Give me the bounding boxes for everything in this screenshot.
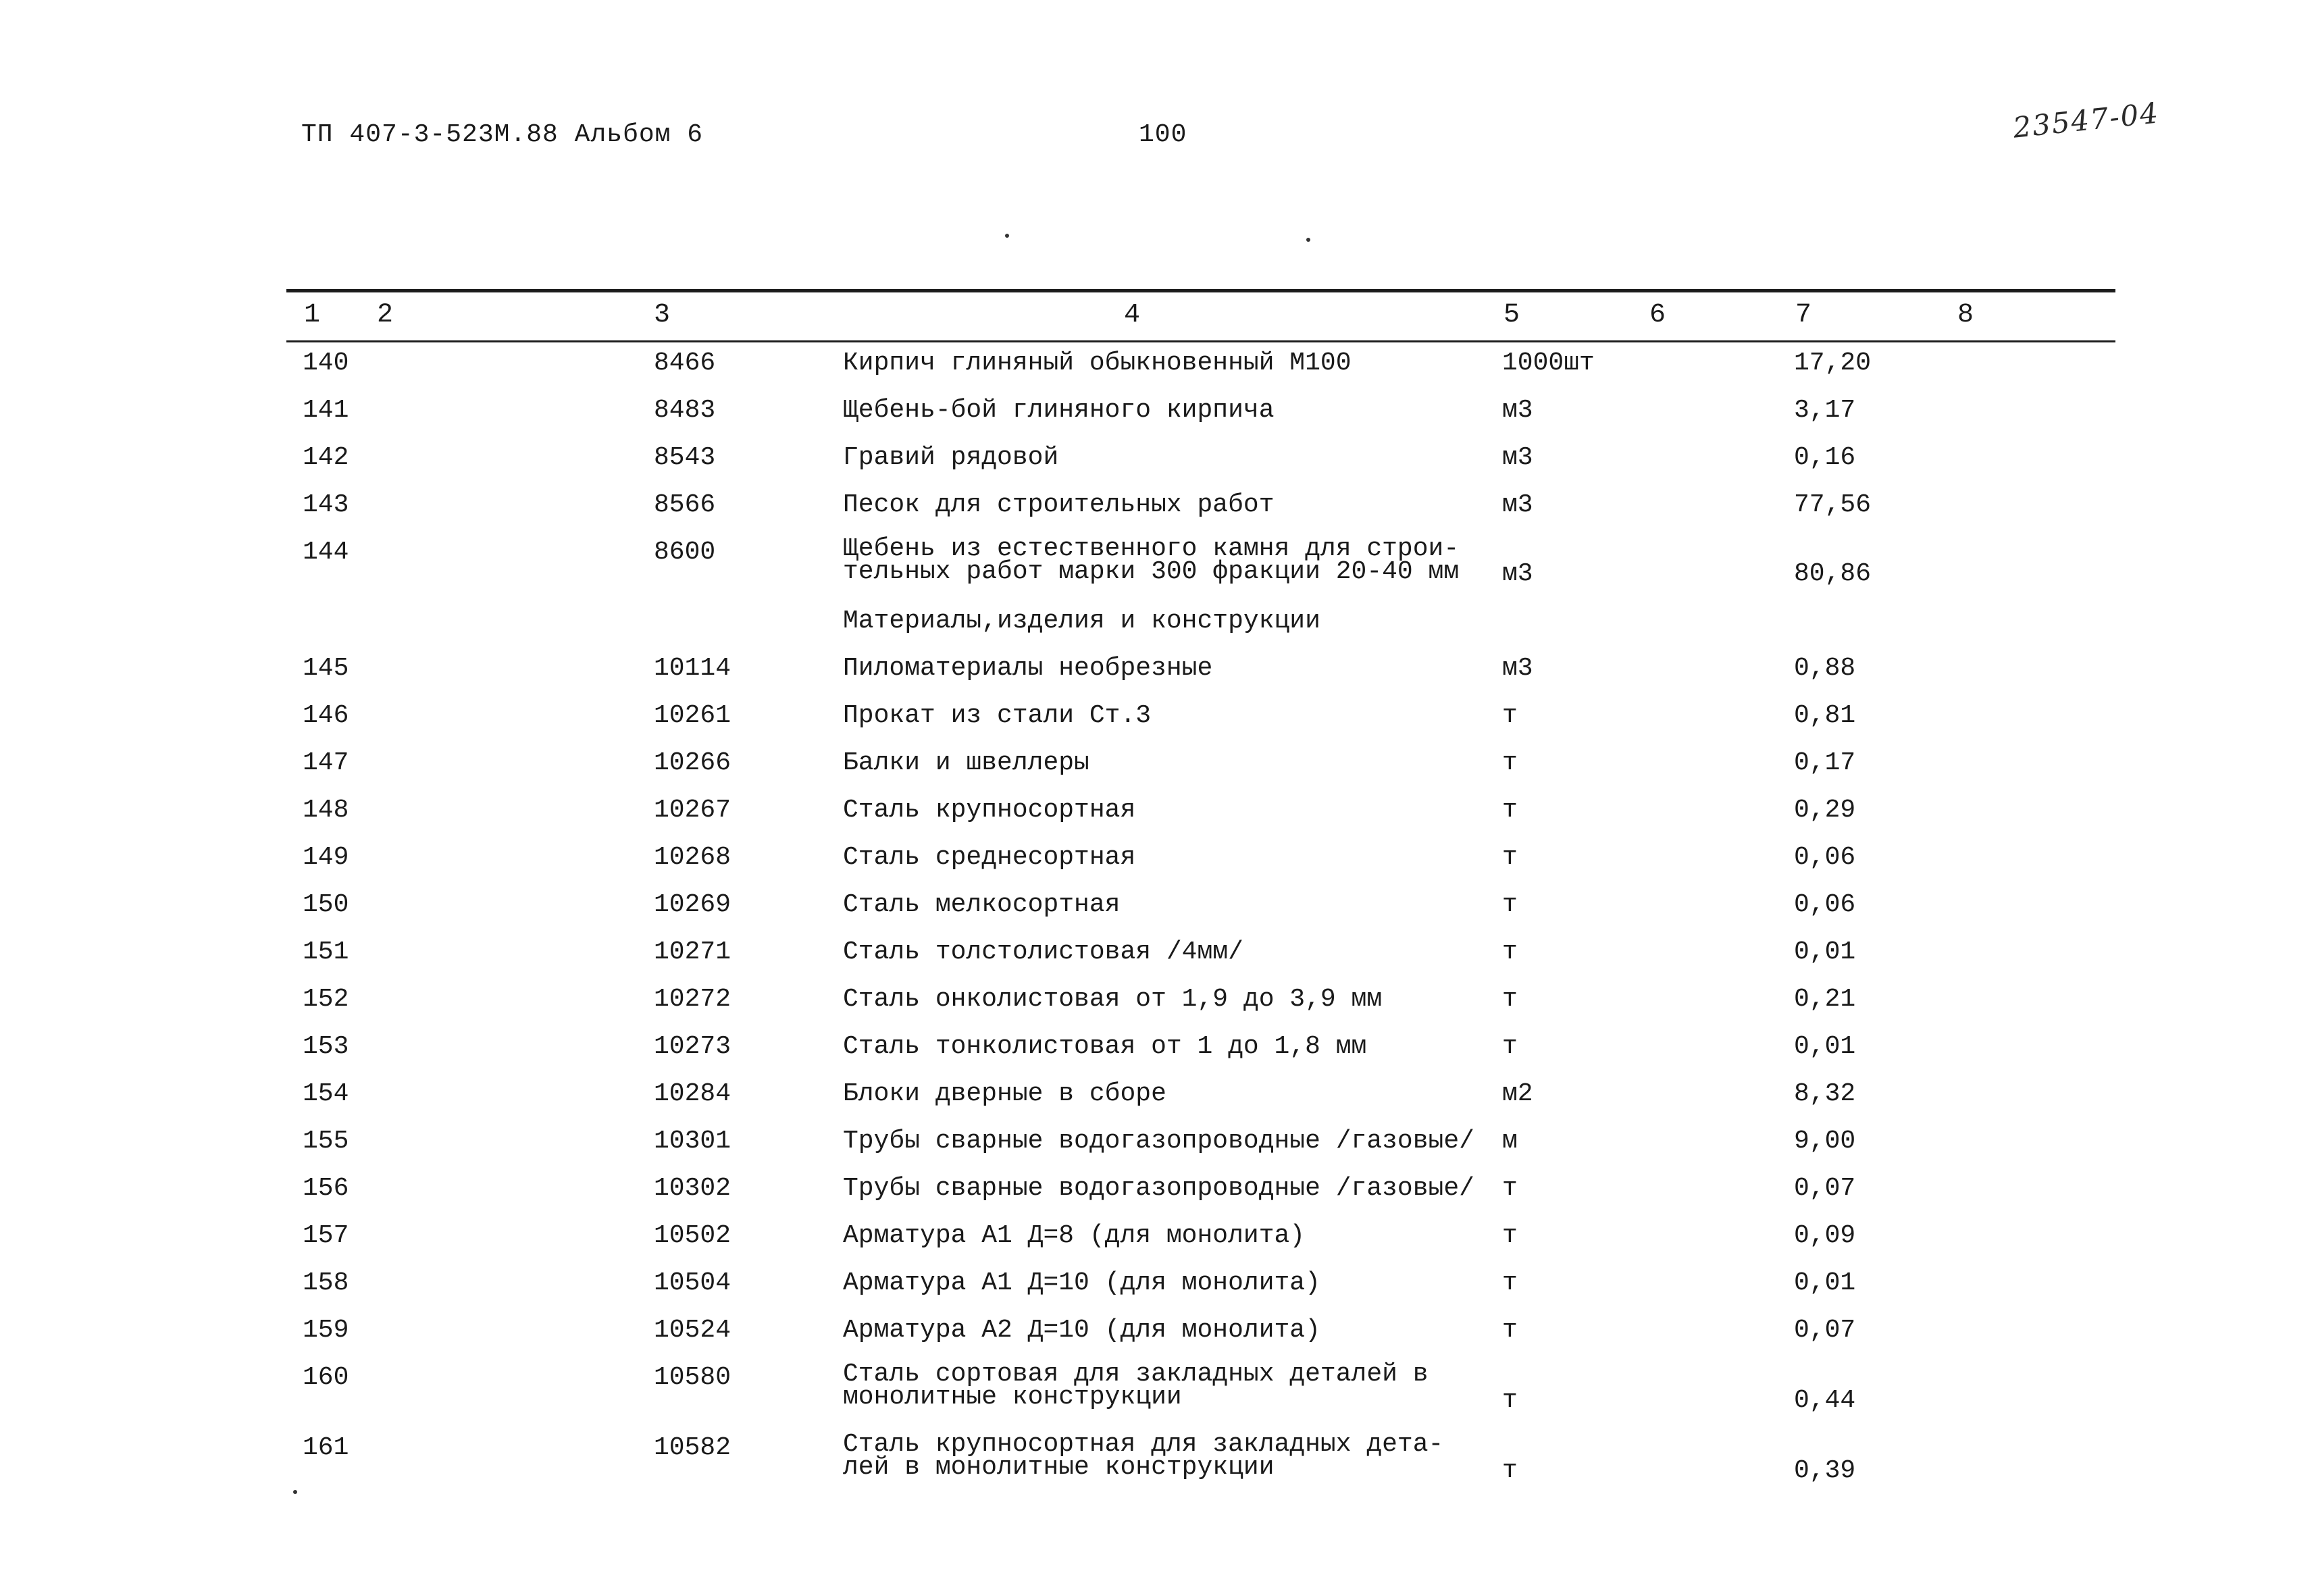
row-unit: т <box>1502 1456 1518 1485</box>
row-code: 10582 <box>654 1433 731 1462</box>
row-quantity: 3,17 <box>1794 396 1856 425</box>
row-name: Кирпич глиняный обыкновенный М100 <box>843 349 1352 378</box>
row-code: 10284 <box>654 1079 731 1108</box>
row-unit: т <box>1502 937 1518 967</box>
column-header-5: 5 <box>1503 300 1520 330</box>
row-quantity: 0,09 <box>1794 1221 1856 1250</box>
row-name: Балки и швеллеры <box>843 748 1089 777</box>
row-number: 148 <box>303 796 349 825</box>
row-number: 141 <box>303 396 349 425</box>
row-code: 10580 <box>654 1363 731 1392</box>
row-unit: т <box>1502 1221 1518 1250</box>
handwritten-stamp: 23547-04 <box>2011 96 2161 145</box>
row-code: 10272 <box>654 985 731 1014</box>
row-number: 143 <box>303 490 349 519</box>
row-quantity: 0,01 <box>1794 937 1856 967</box>
row-code: 10266 <box>654 748 731 777</box>
row-code: 8466 <box>654 349 716 378</box>
column-header-1: 1 <box>304 300 321 330</box>
row-name: Гравий рядовой <box>843 443 1059 472</box>
scan-speck <box>1005 234 1009 238</box>
row-name: Трубы сварные водогазопроводные /газовые/ <box>843 1127 1474 1156</box>
row-code: 10271 <box>654 937 731 967</box>
row-number: 155 <box>303 1127 349 1156</box>
row-unit: т <box>1502 1174 1518 1203</box>
row-number: 160 <box>303 1363 349 1392</box>
row-name: Сталь крупносортная <box>843 796 1136 825</box>
row-name: Арматура А1 Д=10 (для монолита) <box>843 1268 1320 1297</box>
document-reference: ТП 407-3-523М.88 Альбом 6 <box>301 120 704 149</box>
column-header-6: 6 <box>1649 300 1666 330</box>
row-unit: т <box>1502 890 1518 919</box>
row-unit: т <box>1502 748 1518 777</box>
row-number: 147 <box>303 748 349 777</box>
row-quantity: 0,21 <box>1794 985 1856 1014</box>
row-unit: т <box>1502 1316 1518 1345</box>
row-quantity: 0,29 <box>1794 796 1856 825</box>
row-unit: м3 <box>1502 654 1533 683</box>
row-name: Пиломатериалы необрезные <box>843 654 1213 683</box>
row-number: 154 <box>303 1079 349 1108</box>
row-number: 145 <box>303 654 349 683</box>
row-name: Арматура А1 Д=8 (для монолита) <box>843 1221 1306 1250</box>
row-number: 144 <box>303 538 349 567</box>
table-header-rule <box>286 340 2115 342</box>
row-unit: м3 <box>1502 490 1533 519</box>
row-code: 10301 <box>654 1127 731 1156</box>
row-name: Сталь сортовая для закладных деталей в монолитные конструкции <box>843 1360 1429 1412</box>
row-unit: т <box>1502 1268 1518 1297</box>
row-quantity: 0,88 <box>1794 654 1856 683</box>
row-code: 10267 <box>654 796 731 825</box>
row-unit: м <box>1502 1127 1518 1156</box>
row-number: 161 <box>303 1433 349 1462</box>
row-number: 150 <box>303 890 349 919</box>
row-unit: м3 <box>1502 443 1533 472</box>
table-top-rule <box>286 289 2115 292</box>
row-number: 159 <box>303 1316 349 1345</box>
row-number: 149 <box>303 843 349 872</box>
row-quantity: 0,07 <box>1794 1316 1856 1345</box>
row-name: Сталь толстолистовая /4мм/ <box>843 937 1243 967</box>
row-name: Трубы сварные водогазопроводные /газовые/ <box>843 1174 1474 1203</box>
row-quantity: 0,01 <box>1794 1268 1856 1297</box>
row-number: 142 <box>303 443 349 472</box>
row-quantity: 0,06 <box>1794 890 1856 919</box>
row-quantity: 17,20 <box>1794 349 1872 378</box>
row-number: 153 <box>303 1032 349 1061</box>
row-name: Сталь мелкосортная <box>843 890 1121 919</box>
row-code: 10261 <box>654 701 731 730</box>
row-quantity: 0,44 <box>1794 1386 1856 1415</box>
row-unit: 1000шт <box>1502 349 1595 378</box>
row-code: 8483 <box>654 396 716 425</box>
row-name: Блоки дверные в сборе <box>843 1079 1166 1108</box>
row-code: 10269 <box>654 890 731 919</box>
row-number: 151 <box>303 937 349 967</box>
row-unit: т <box>1502 843 1518 872</box>
row-unit: т <box>1502 1386 1518 1415</box>
row-number: 152 <box>303 985 349 1014</box>
scan-speck <box>293 1490 297 1494</box>
column-header-3: 3 <box>654 300 671 330</box>
row-unit: т <box>1502 796 1518 825</box>
row-code: 10273 <box>654 1032 731 1061</box>
row-name: Сталь крупносортная для закладных дета- лей в монолитные конструкции <box>843 1430 1444 1482</box>
row-unit: м3 <box>1502 559 1533 588</box>
row-code: 10504 <box>654 1268 731 1297</box>
row-number: 140 <box>303 349 349 378</box>
row-quantity: 9,00 <box>1794 1127 1856 1156</box>
row-number: 146 <box>303 701 349 730</box>
row-code: 8566 <box>654 490 716 519</box>
row-quantity: 0,17 <box>1794 748 1856 777</box>
row-quantity: 77,56 <box>1794 490 1872 519</box>
row-quantity: 80,86 <box>1794 559 1872 588</box>
row-code: 8600 <box>654 538 716 567</box>
row-name: Щебень из естественного камня для строи- тельных работ марки 300 фракции 20-40 мм <box>843 534 1460 586</box>
row-number: 158 <box>303 1268 349 1297</box>
scan-speck <box>1306 238 1310 242</box>
row-quantity: 0,06 <box>1794 843 1856 872</box>
row-name: Песок для строительных работ <box>843 490 1275 519</box>
row-number: 156 <box>303 1174 349 1203</box>
row-name: Сталь среднесортная <box>843 843 1136 872</box>
row-code: 8543 <box>654 443 716 472</box>
row-unit: т <box>1502 985 1518 1014</box>
row-code: 10502 <box>654 1221 731 1250</box>
row-quantity: 0,16 <box>1794 443 1856 472</box>
section-heading: Материалы,изделия и конструкции <box>843 607 1320 636</box>
page-number: 100 <box>1139 120 1187 149</box>
row-unit: т <box>1502 1032 1518 1061</box>
row-code: 10524 <box>654 1316 731 1345</box>
column-header-4: 4 <box>1124 300 1141 330</box>
row-name: Щебень-бой глиняного кирпича <box>843 396 1275 425</box>
row-unit: м2 <box>1502 1079 1533 1108</box>
column-header-7: 7 <box>1795 300 1812 330</box>
row-name: Арматура А2 Д=10 (для монолита) <box>843 1316 1320 1345</box>
row-unit: т <box>1502 701 1518 730</box>
row-quantity: 0,39 <box>1794 1456 1856 1485</box>
row-code: 10114 <box>654 654 731 683</box>
row-unit: м3 <box>1502 396 1533 425</box>
row-name: Сталь тонколистовая от 1 до 1,8 мм <box>843 1032 1367 1061</box>
row-quantity: 0,01 <box>1794 1032 1856 1061</box>
row-quantity: 8,32 <box>1794 1079 1856 1108</box>
row-name: Прокат из стали Ст.3 <box>843 701 1152 730</box>
row-code: 10302 <box>654 1174 731 1203</box>
row-code: 10268 <box>654 843 731 872</box>
row-quantity: 0,07 <box>1794 1174 1856 1203</box>
row-quantity: 0,81 <box>1794 701 1856 730</box>
row-name: Сталь онколистовая от 1,9 до 3,9 мм <box>843 985 1383 1014</box>
row-number: 157 <box>303 1221 349 1250</box>
column-header-8: 8 <box>1957 300 1974 330</box>
column-header-2: 2 <box>377 300 394 330</box>
